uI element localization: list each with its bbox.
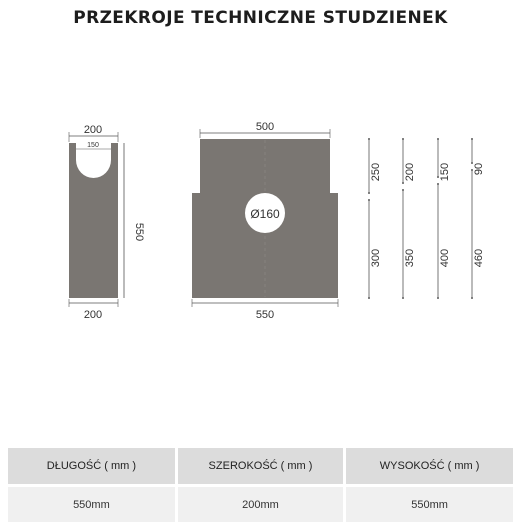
table-row	[8, 486, 513, 522]
side-bottom-width-label: 200	[84, 309, 102, 321]
side-top-width-label: 200	[84, 124, 102, 136]
height-dim-column	[472, 139, 485, 298]
dimensions-table	[8, 448, 513, 522]
hole-diameter-label: Ø160	[250, 207, 280, 221]
height-dim-lower-label: 300	[370, 249, 382, 267]
height-dimensions	[369, 139, 485, 298]
front-view	[192, 121, 338, 321]
page-title: PRZEKROJE TECHNICZNE STUDZIENEK	[0, 8, 521, 28]
front-top-width-label: 500	[256, 121, 274, 133]
height-dim-lower-label: 400	[439, 249, 451, 267]
height-dim-lower-label: 350	[404, 249, 416, 267]
side-view-body	[69, 143, 118, 298]
table-cell-length: 550mm	[8, 486, 176, 522]
side-channel-width-label: 150	[87, 142, 99, 149]
front-bottom-width-label: 550	[256, 309, 274, 321]
table-header-height: WYSOKOŚĆ ( mm )	[345, 448, 513, 486]
side-height-label: 550	[133, 223, 145, 241]
height-dim-column	[438, 139, 451, 298]
height-dim-lower-label: 460	[473, 249, 485, 267]
table-header-row	[8, 448, 513, 486]
table-header-width: SZEROKOŚĆ ( mm )	[176, 448, 344, 486]
height-dim-column	[403, 139, 416, 298]
height-dim-column	[369, 139, 382, 298]
height-dim-upper-label: 150	[439, 163, 451, 181]
table-cell-height: 550mm	[345, 486, 513, 522]
height-dim-upper-label: 200	[404, 163, 416, 181]
height-dim-upper-label: 250	[370, 163, 382, 181]
height-dim-upper-label: 90	[473, 163, 485, 175]
side-view	[69, 124, 145, 321]
table-cell-width: 200mm	[176, 486, 344, 522]
table-header-length: DŁUGOŚĆ ( mm )	[8, 448, 176, 486]
